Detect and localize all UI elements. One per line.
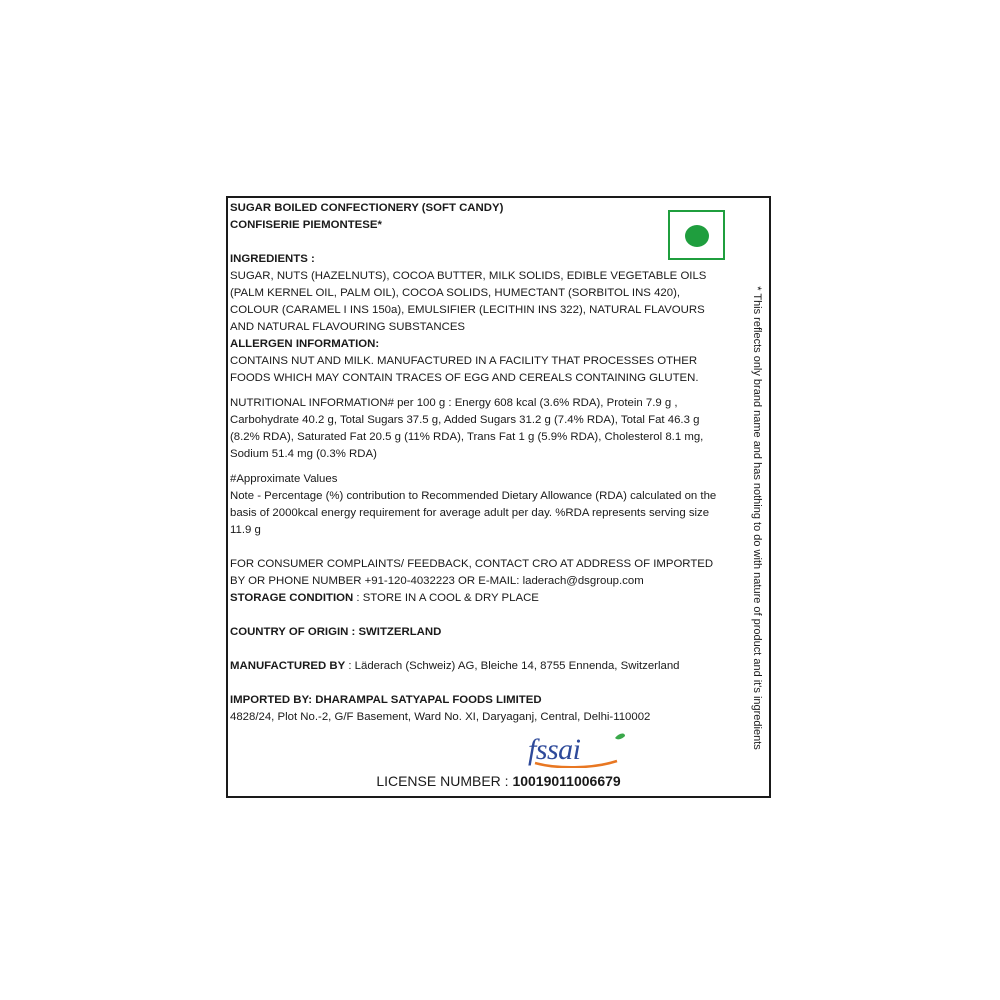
license	[228, 773, 769, 789]
ingredients-text: SUGAR, NUTS (HAZELNUTS), COCOA BUTTER, MILK SOLIDS, EDIBLE VEGETABLE OILS (PALM KERNEL OIL, PALM OIL), COCOA SOLIDS, HUMECTANT (SORBITOL INS 420), COLOUR (CARAMEL I INS 150a), EMULSIFIER (LECITHIN INS 322), NATURAL FLAVOURS AND NATURAL FLAVOURING SUBSTANCES	[230, 270, 707, 333]
vegetarian-dot	[685, 225, 709, 247]
storage-value: : STORE IN A COOL & DRY PLACE	[353, 592, 539, 604]
product-type: SUGAR BOILED CONFECTIONERY (SOFT CANDY)	[230, 202, 504, 214]
approximate-values: #Approximate Values	[230, 473, 338, 485]
side-note-text: * This reflects only brand name and has nothing to do with nature of product and it's ingredients	[751, 286, 763, 750]
food-label	[226, 196, 771, 798]
manufacturer-label: MANUFACTURED BY	[230, 660, 346, 672]
allergen-text: CONTAINS NUT AND MILK. MANUFACTURED IN A FACILITY THAT PROCESSES OTHER FOODS WHICH MAY CONTAIN TRACES OF EGG AND CEREALS CONTAINING GLUTEN.	[230, 355, 699, 384]
allergen-heading: ALLERGEN INFORMATION:	[230, 338, 380, 350]
license-label: LICENSE NUMBER :	[376, 773, 513, 789]
vegetarian-mark-icon	[668, 210, 725, 260]
product-name: CONFISERIE PIEMONTESE*	[230, 219, 382, 231]
country-of-origin: COUNTRY OF ORIGIN : SWITZERLAND	[230, 626, 442, 638]
importer-address: 4828/24, Plot No.-2, G/F Basement, Ward No. XI, Daryaganj, Central, Delhi-110002	[230, 711, 651, 723]
logo-leaf	[615, 734, 625, 740]
storage-condition	[230, 590, 730, 607]
manufactured-by	[230, 658, 730, 675]
license-number: 10019011006679	[512, 773, 621, 789]
fssai-logo	[527, 732, 627, 768]
rda-note: Note - Percentage (%) contribution to Recommended Dietary Allowance (RDA) calculated on the basis of 2000kcal energy requirement for average adult per day. %RDA represents serving size 11.9 g	[230, 490, 717, 536]
consumer-contact: FOR CONSUMER COMPLAINTS/ FEEDBACK, CONTACT CRO AT ADDRESS OF IMPORTED BY OR PHONE NUMBER +91-120-4032223 OR E-MAIL: laderach@dsgroup.com	[230, 558, 714, 587]
importer-heading: IMPORTED BY: DHARAMPAL SATYAPAL FOODS LIMITED	[230, 694, 542, 706]
ingredients-heading: INGREDIENTS :	[230, 253, 315, 265]
manufacturer-value: : Läderach (Schweiz) AG, Bleiche 14, 8755 Ennenda, Switzerland	[345, 660, 680, 672]
storage-label: STORAGE CONDITION	[230, 592, 354, 604]
fssai-logo-text: fssai	[528, 733, 581, 766]
side-note	[751, 268, 763, 768]
nutrition-text: NUTRITIONAL INFORMATION# per 100 g : Energy 608 kcal (3.6% RDA), Protein 7.9 g , Carbohydrate 40.2 g, Total Sugars 37.5 g, Added Sugars 31.2 g (7.4% RDA), Total Fat 46.3 g (8.2% RDA), Saturated Fat 20.5 g (11% RDA), Trans Fat 1 g (5.9% RDA), Cholesterol 8.1 mg, Sodium 51.4 mg (0.3% RDA)	[230, 397, 704, 460]
label-content	[230, 200, 730, 726]
